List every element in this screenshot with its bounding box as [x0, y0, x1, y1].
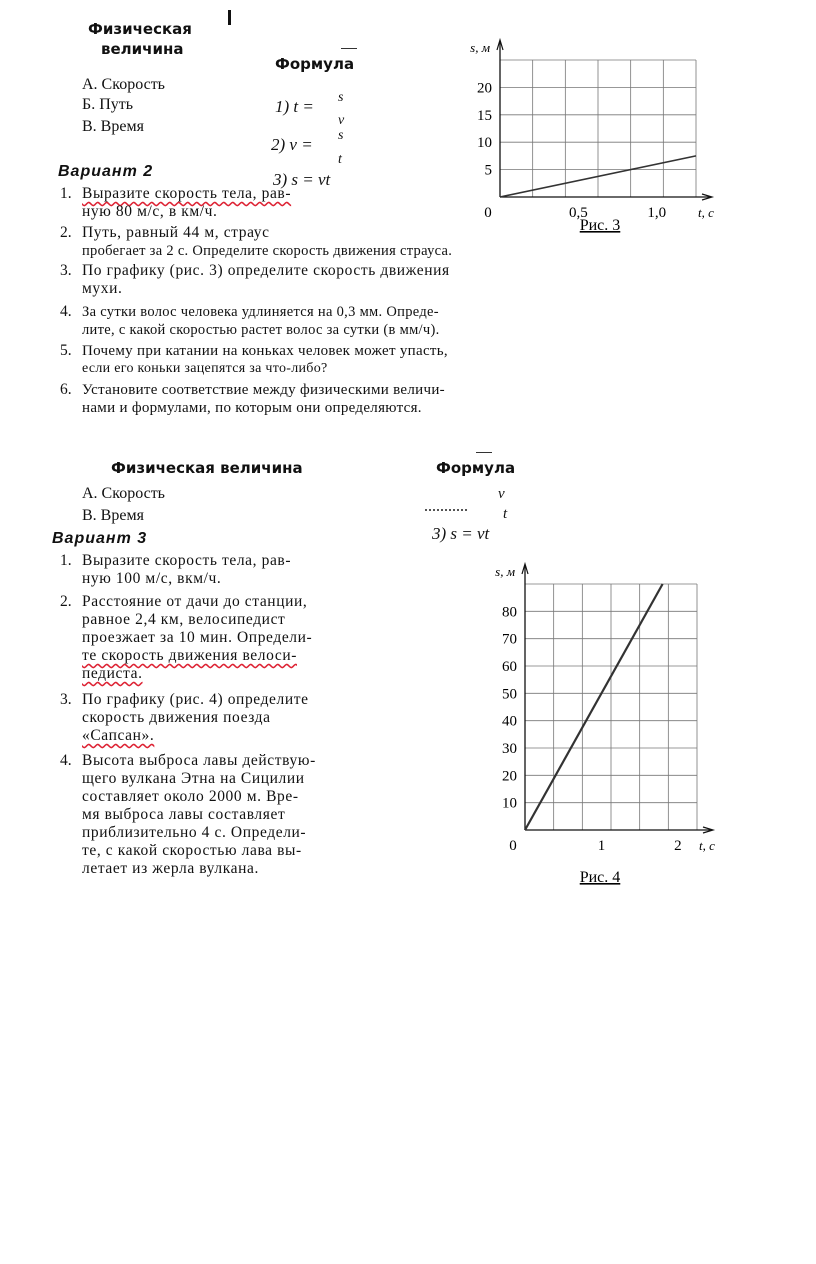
task-line: те скорость движения велоси-	[82, 647, 297, 664]
y-tick-label: 20	[477, 80, 492, 97]
task-line: если его коньки зацепятся за что-либо?	[82, 361, 328, 376]
y-tick-label: 70	[502, 631, 517, 648]
x-tick-label: 0	[509, 838, 517, 854]
formula-2-denominator: t	[338, 152, 342, 167]
x-axis-label: t, с	[698, 205, 714, 220]
chart-fig3	[440, 40, 714, 240]
y-tick-label: 60	[502, 659, 517, 675]
task-line: За сутки волос человека удлиняется на 0,3 мм. Опреде-	[82, 304, 439, 320]
header-physical-quantity: Физическая величина	[111, 459, 303, 477]
item-path: Б. Путь	[82, 96, 134, 113]
y-tick-label: 50	[502, 686, 517, 703]
y-axis-label: s, м	[470, 40, 490, 55]
task-line: нами и формулами, по которым они определяются.	[82, 400, 422, 416]
x-tick-label: 0,5	[569, 205, 588, 221]
series-line	[525, 584, 663, 830]
divider-dash	[341, 48, 357, 49]
obscured-formula	[425, 509, 467, 511]
y-tick-label: 10	[477, 135, 492, 152]
formula-2-numerator: s	[338, 128, 344, 143]
formula-1: 1) t =	[275, 97, 314, 116]
task-line: Установите соответствие между физическими величи-	[82, 382, 445, 398]
task-line: По графику (рис. 4) определите	[82, 691, 309, 708]
y-tick-label: 10	[502, 795, 517, 812]
x-tick-label: 1	[597, 838, 606, 854]
task-text	[82, 185, 291, 221]
header-physical-quantity: Физическая	[88, 20, 192, 38]
task-line: летает из жерла вулкана.	[82, 860, 259, 877]
task-line: «Сапсан».	[82, 727, 155, 744]
task-line: составляет около 2000 м. Вре-	[82, 788, 299, 805]
text-cursor	[228, 10, 231, 25]
header-physical-quantity-line2: величина	[101, 40, 184, 58]
y-axis-label: s, м	[495, 564, 515, 579]
item-time: В. Время	[82, 507, 144, 524]
item-time: В. Время	[82, 118, 144, 135]
task-number: 4.	[60, 752, 72, 769]
task-number: 3.	[60, 691, 72, 708]
task-line: По графику (рис. 3) определите скорость движения	[82, 262, 450, 279]
task-line: Выразите скорость тела, рав-	[82, 552, 292, 569]
x-tick-label: 1,0	[647, 205, 667, 221]
task-line: ную 100 м/с, вкм/ч.	[82, 570, 222, 587]
task-line: мухи.	[82, 280, 123, 297]
task-line: лите, с какой скоростью растет волос за сутки (в мм/ч).	[82, 322, 440, 338]
task-number: 6.	[60, 381, 72, 398]
item-speed: А. Скорость	[82, 485, 165, 502]
variant-2-title: Вариант 2	[58, 163, 154, 180]
formula-2: 2) v =	[271, 135, 313, 154]
task-text	[82, 752, 316, 878]
formula-1-numerator: s	[338, 90, 344, 105]
task-line: равное 2,4 км, велосипедист	[82, 611, 286, 628]
task-text	[82, 552, 291, 588]
task-line: ную 80 м/с, в км/ч.	[82, 203, 218, 220]
formula-numerator: v	[498, 486, 505, 502]
header-formula: Формула	[275, 55, 355, 73]
header-formula: Формула	[436, 459, 516, 477]
item-speed: А. Скорость	[82, 76, 165, 93]
y-tick-label: 30	[502, 741, 517, 757]
chart-fig4	[470, 560, 720, 900]
task-line: скорость движения поезда	[82, 709, 271, 726]
task-line: те, с какой скоростью лава вы-	[82, 842, 302, 859]
y-tick-label: 5	[484, 162, 492, 179]
task-line: пробегает за 2 с. Определите скорость движения страуса.	[82, 243, 453, 259]
task-number: 1.	[60, 552, 72, 569]
task-text	[82, 342, 448, 378]
y-tick-label: 80	[502, 604, 517, 621]
variant-3-title: Вариант 3	[52, 530, 148, 547]
task-number: 4.	[60, 303, 72, 320]
y-tick-label: 15	[477, 107, 492, 124]
task-text	[82, 691, 309, 745]
x-tick-label: 0	[484, 205, 492, 221]
y-tick-label: 20	[502, 768, 517, 785]
formula-3: 3) s = vt	[273, 170, 331, 189]
task-line: Высота выброса лавы действую-	[82, 752, 316, 769]
task-text	[82, 381, 445, 417]
task-number: 2.	[60, 593, 72, 610]
task-line: Расстояние от дачи до станции,	[82, 593, 308, 610]
y-tick-label: 40	[502, 713, 517, 730]
formula-3: 3) s = vt	[432, 524, 490, 543]
x-axis-label: t, с	[699, 838, 715, 853]
task-line: Выразите скорость тела, рав-	[82, 185, 292, 202]
figure-caption: Рис. 3	[579, 217, 621, 234]
task-number: 2.	[60, 224, 72, 241]
formula-1-denominator: v	[338, 113, 345, 128]
task-text	[82, 303, 440, 339]
task-line: Почему при катании на коньках человек может упасть,	[82, 343, 448, 359]
divider-dash	[476, 452, 492, 453]
figure-caption: Рис. 4	[579, 869, 621, 886]
formula-denominator: t	[503, 506, 508, 522]
task-number: 3.	[60, 262, 72, 279]
task-line: приблизительно 4 с. Определи-	[82, 824, 307, 841]
task-number: 5.	[60, 342, 72, 359]
task-text	[82, 593, 312, 683]
task-line: щего вулкана Этна на Сицилии	[82, 770, 305, 787]
x-tick-label: 2	[674, 838, 682, 854]
task-line: проезжает за 10 мин. Определи-	[82, 629, 313, 646]
task-line: педиста.	[82, 665, 143, 682]
task-text	[82, 262, 450, 298]
task-text	[82, 224, 452, 260]
task-line: мя выброса лавы составляет	[82, 806, 286, 823]
task-line: Путь, равный 44 м, страус	[82, 224, 270, 241]
task-number: 1.	[60, 185, 72, 202]
